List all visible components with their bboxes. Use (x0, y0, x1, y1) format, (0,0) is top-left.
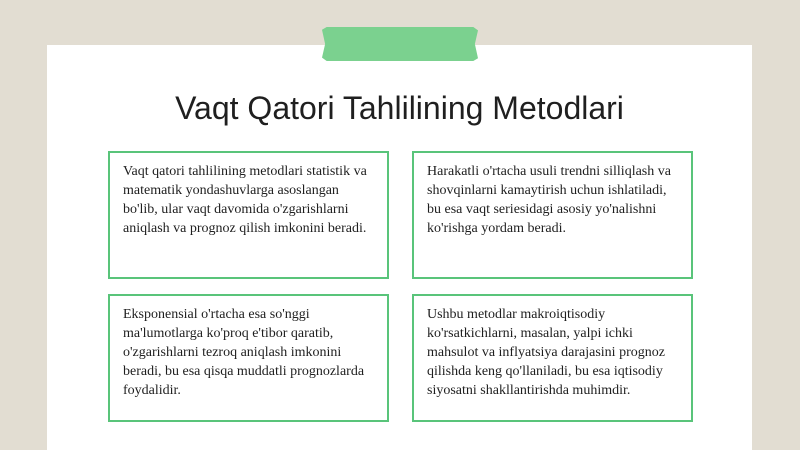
text-box-2: Harakatli o'rtacha usuli trendni silliqlash va shovqinlarni kamaytirish uchun ishlatiladi, bu esa vaqt seriesidagi asosiy yo'nalishni ko'rishga yordam beradi. (412, 151, 693, 279)
tape-decoration (322, 27, 478, 61)
text-box-3: Eksponensial o'rtacha esa so'nggi ma'lumotlarga ko'proq e'tibor qaratib, o'zgarishlarni tezroq aniqlash imkonini beradi, bu esa qisqa muddatli prognozlarda foydalidir. (108, 294, 389, 422)
text-box-1: Vaqt qatori tahlilining metodlari statistik va matematik yondashuvlarga asoslangan bo'lib, ular vaqt davomida o'zgarishlarni aniqlash va prognoz qilish imkonini beradi. (108, 151, 389, 279)
text-box-4: Ushbu metodlar makroiqtisodiy ko'rsatkichlarni, masalan, yalpi ichki mahsulot va inflyatsiya darajasini prognoz qilishda keng qo'llaniladi, bu esa iqtisodiy siyosatni shakllantirishda muhimdir. (412, 294, 693, 422)
slide-title: Vaqt Qatori Tahlilining Metodlari (175, 90, 624, 126)
